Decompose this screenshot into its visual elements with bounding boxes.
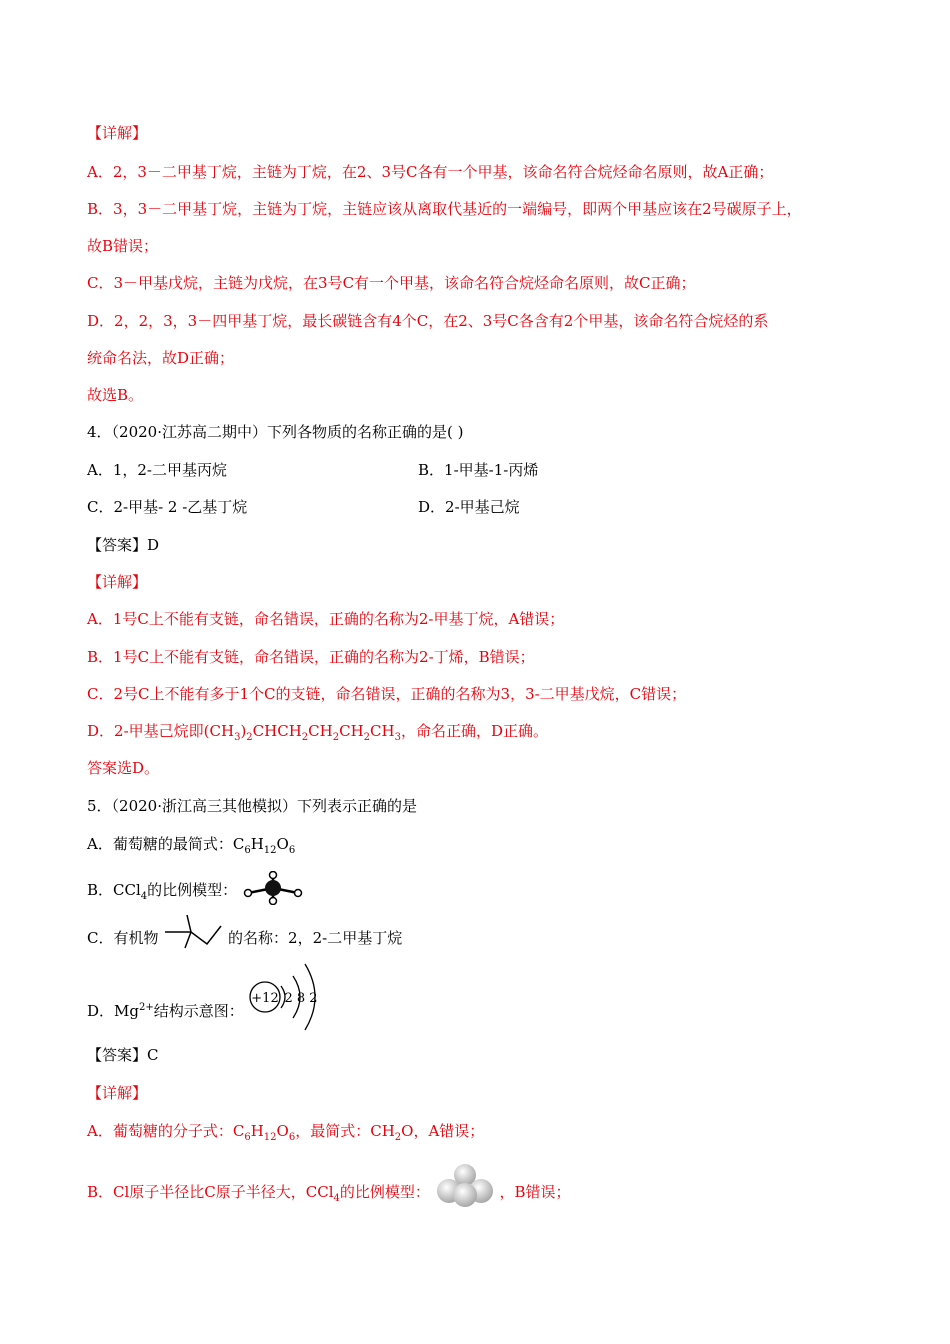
q4-explain-a: A．1号C上不能有支链，命名错误，正确的名称为2-甲基丁烷，A错误；	[87, 610, 565, 628]
q3-explain-a: A．2，3－二甲基丁烷，主链为丁烷，在2、3号C各有一个甲基，该命名符合烷烃命名原则，故A正确；	[87, 163, 774, 181]
q4-detail-header: 【详解】	[87, 573, 148, 591]
glucose-molecular-formula: $C_6H_{12}O_6$	[232, 1122, 296, 1143]
q4-answer	[87, 535, 159, 555]
q5-option-d-mid: 结构示意图：	[153, 1002, 244, 1020]
q4-option-d: D．2-甲基己烷	[418, 498, 520, 516]
q5-explain-a-prefix: A．葡萄糖的分子式：	[87, 1122, 233, 1140]
q5-option-b: B．CCl$_4$的比例模型：	[87, 877, 304, 905]
q5-option-d-prefix: D．Mg	[87, 1002, 139, 1020]
q4-explain-d-suffix: ，命名正确，D正确。	[400, 722, 549, 740]
mg-ion-structure-diagram	[249, 958, 329, 1036]
q5-explain-a: A．葡萄糖的分子式：$C_6H_{12}O_6$，最简式：$CH_2O$，A错误；	[87, 1122, 485, 1143]
space-filling-model-icon	[435, 1163, 495, 1209]
q3-explain-c: C．3－甲基戊烷，主链为戊烷，在3号C有一个甲基，该命名符合烷烃命名原则，故C正确；	[87, 274, 696, 292]
q5-option-c-suffix: 的名称：2，2-二甲基丁烷	[228, 929, 403, 947]
q4-explain-c: C．2号C上不能有多于1个C的支链，命名错误，正确的名称为3，3-二甲基戊烷，C错误；	[87, 685, 687, 703]
q5-answer-label: 【答案】	[87, 1046, 148, 1064]
q5-option-b-mid: 的比例模型：	[147, 881, 238, 899]
q3-conclusion: 故选B。	[87, 386, 144, 404]
q5-detail-header: 【详解】	[87, 1084, 148, 1102]
q4-option-b: B．1-甲基-1-丙烯	[418, 461, 539, 479]
q4-explain-d	[87, 721, 548, 741]
q4-conclusion: 答案选D。	[87, 759, 160, 777]
mg-nucleus-label: +12	[250, 991, 279, 1006]
q4-explain-d-prefix: D．2-甲基己烷即(CH	[87, 722, 235, 740]
q5-explain-a-mid: ，最简式：CH	[295, 1122, 395, 1140]
mg-electron-shells: 2 8 2	[284, 991, 318, 1006]
q5-explain-a-suffix: O，A错误；	[401, 1122, 485, 1140]
q5-explain-b: B．Cl原子半径比C原子半径大，CCl$_4$的比例模型： ，B错误；	[87, 1177, 571, 1209]
skeletal-formula-icon	[163, 912, 223, 952]
q5-option-a-prefix: A．葡萄糖的最简式：	[87, 835, 233, 853]
q3-explain-d-line1: D．2，2，3，3－四甲基丁烷，最长碳链含有4个C，在2、3号C各含有2个甲基，该命名符合烷烃的系	[87, 312, 769, 330]
q5-option-b-prefix: B．CCl	[87, 881, 141, 899]
q5-explain-b-suffix: ，B错误；	[499, 1183, 571, 1201]
glucose-formula: $C_6H_{12}O_6$	[232, 835, 296, 856]
q5-explain-b-mid: 的比例模型：	[339, 1183, 430, 1201]
q4-explain-b: B．1号C上不能有支链，命名错误，正确的名称为2-丁烯，B错误；	[87, 648, 535, 666]
q5-option-a	[87, 834, 295, 854]
q3-explain-b-line1: B．3，3－二甲基丁烷，主链为丁烷，主链应该从离取代基近的一端编号，即两个甲基应该在2号碳原子上，	[87, 200, 802, 218]
q4-answer-value: D	[147, 536, 160, 554]
q4-stem: 4．（2020·江苏高二期中）下列各物质的名称正确的是( )	[87, 423, 464, 441]
ball-stick-model-icon	[242, 871, 304, 905]
q4-d-formula: $_3)_2CHCH_2CH_2CH_2CH_3$	[234, 722, 401, 743]
q5-option-c	[87, 926, 402, 952]
q4-option-a: A．1，2-二甲基丙烷	[87, 461, 227, 479]
q4-option-c: C．2-甲基- 2 -乙基丁烷	[87, 498, 248, 516]
q3-detail-header: 【详解】	[87, 124, 148, 142]
q3-explain-b-line2: 故B错误；	[87, 237, 159, 255]
q3-explain-d-line2: 统命名法，故D正确；	[87, 349, 235, 367]
q5-option-d: D．$Mg^{2+}$结构示意图： +12 2 8 2	[87, 988, 329, 1036]
q5-answer	[87, 1045, 159, 1065]
q5-option-c-prefix: C．有机物	[87, 929, 159, 947]
q5-answer-value: C	[147, 1046, 159, 1064]
q5-stem: 5．（2020·浙江高三其他模拟）下列表示正确的是	[87, 797, 417, 815]
q4-answer-label: 【答案】	[87, 536, 148, 554]
q5-explain-b-prefix: B．Cl原子半径比C原子半径大，CCl	[87, 1183, 334, 1201]
